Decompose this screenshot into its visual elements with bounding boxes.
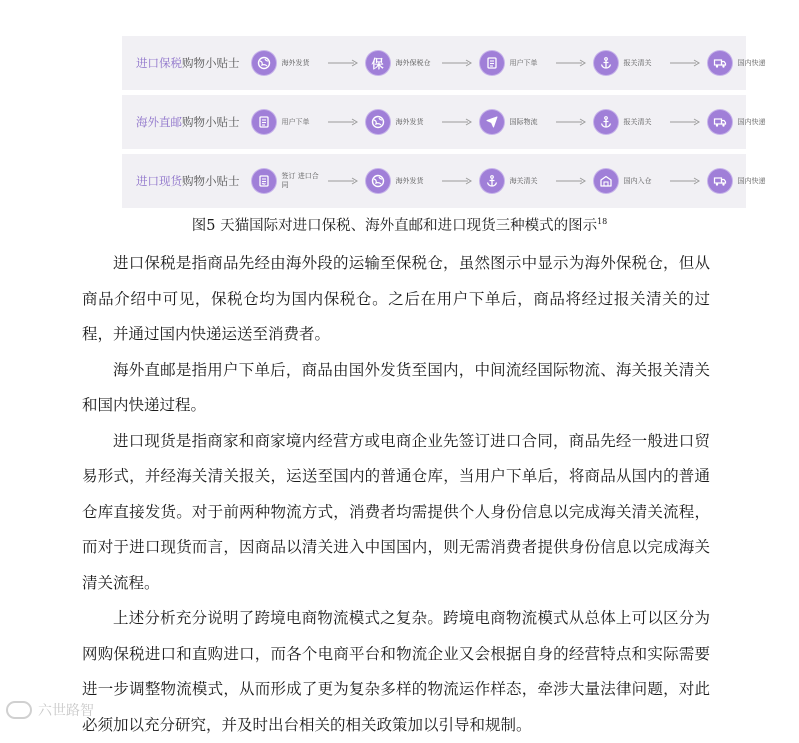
airplane-icon xyxy=(480,110,504,134)
globe-icon xyxy=(252,51,276,75)
arrow-right-icon xyxy=(328,177,358,185)
arrow-right-icon xyxy=(556,177,586,185)
paragraph-overseas-direct: 海外直邮是指用户下单后，商品由国外发货至国内，中间流经国际物流、海关报关清关和国内快递过程。 xyxy=(82,360,710,414)
flow-step: 国际物流 xyxy=(480,110,548,134)
logistics-figure xyxy=(122,36,766,208)
flow-step: 海外发货 xyxy=(366,169,434,193)
band-bonded-import xyxy=(122,36,766,90)
flow-step: 国内快递 xyxy=(708,110,776,134)
body-text xyxy=(82,246,710,743)
arrow-right-icon xyxy=(328,59,358,67)
paragraph-import-stock: 进口现货是指商家和商家境内经营方或电商企业先签订进口合同，商品先经一般进口贸易形式，并经海关清关报关，运送至国内的普通仓库，当用户下单后，将商品从国内的普通仓库直接发货。对于前两种物流方式，消费者均需提供个人身份信息以完成海关清关流程，而对于进口现货而言，因商品以清关进入中国国内，则无需消费者提供身份信息以完成海关清关流程。 xyxy=(82,431,710,592)
anchor-icon xyxy=(480,169,504,193)
arrow-right-icon xyxy=(556,59,586,67)
flow-step: 用户下单 xyxy=(252,110,320,134)
band-label: 海外直邮购物小贴士 xyxy=(136,115,240,129)
flow-step: 报关清关 xyxy=(594,51,662,75)
flow-step: 海关清关 xyxy=(480,169,548,193)
arrow-right-icon xyxy=(670,118,700,126)
flow-steps xyxy=(252,51,776,75)
flow-steps xyxy=(252,169,776,193)
arrow-right-icon xyxy=(442,118,472,126)
globe-icon xyxy=(366,110,390,134)
warehouse-icon xyxy=(594,169,618,193)
arrow-right-icon xyxy=(670,59,700,67)
truck-icon xyxy=(708,169,732,193)
anchor-icon xyxy=(594,51,618,75)
flow-step: 国内快递 xyxy=(708,169,776,193)
arrow-right-icon xyxy=(556,118,586,126)
globe-icon xyxy=(366,169,390,193)
flow-step: 国内入仓 xyxy=(594,169,662,193)
watermark-text: 六世路智 xyxy=(38,703,94,719)
paragraph-bonded-import: 进口保税是指商品先经由海外段的运输至保税仓，虽然图示中显示为海外保税仓，但从商品介绍中可见，保税仓均为国内保税仓。之后在用户下单后，商品将经过报关清关的过程，并通过国内快递运送至消费者。 xyxy=(82,254,710,343)
bonded-warehouse-icon: 保 xyxy=(366,51,390,75)
band-label: 进口保税购物小贴士 xyxy=(136,56,240,70)
flow-steps xyxy=(252,110,776,134)
contract-icon xyxy=(252,169,276,193)
arrow-right-icon xyxy=(670,177,700,185)
order-form-icon xyxy=(480,51,504,75)
truck-icon xyxy=(708,110,732,134)
flow-step: 签订 进口合同 xyxy=(252,169,320,193)
citation-ref: 18 xyxy=(597,217,608,227)
arrow-right-icon xyxy=(328,118,358,126)
flow-step: 用户下单 xyxy=(480,51,548,75)
flow-step: 海外发货 xyxy=(366,110,434,134)
arrow-right-icon xyxy=(442,177,472,185)
watermark-logo-icon xyxy=(6,701,32,719)
watermark xyxy=(6,700,94,720)
arrow-right-icon xyxy=(442,59,472,67)
flow-step: 保 海外保税仓 xyxy=(366,51,434,75)
figure-caption: 图5 天猫国际对进口保税、海外直邮和进口现货三种模式的图示$^{18}$ xyxy=(191,217,608,234)
flow-step: 报关清关 xyxy=(594,110,662,134)
band-label: 进口现货购物小贴士 xyxy=(136,174,240,188)
flow-step: 国内快递 xyxy=(708,51,776,75)
band-import-stock xyxy=(122,154,766,208)
anchor-icon xyxy=(594,110,618,134)
paragraph-summary: 上述分析充分说明了跨境电商物流模式之复杂。跨境电商物流模式从总体上可以区分为网购保税进口和直购进口，而各个电商平台和物流企业又会根据自身的经营特点和实际需要进一步调整物流模式，从而形成了更为复杂多样的物流运作样态，牵涉大量法律问题，对此必须加以充分研究，并及时出台相关的相关政策加以引导和规制。 xyxy=(82,609,710,734)
band-overseas-direct xyxy=(122,95,766,149)
order-form-icon xyxy=(252,110,276,134)
flow-step: 海外发货 xyxy=(252,51,320,75)
truck-icon xyxy=(708,51,732,75)
